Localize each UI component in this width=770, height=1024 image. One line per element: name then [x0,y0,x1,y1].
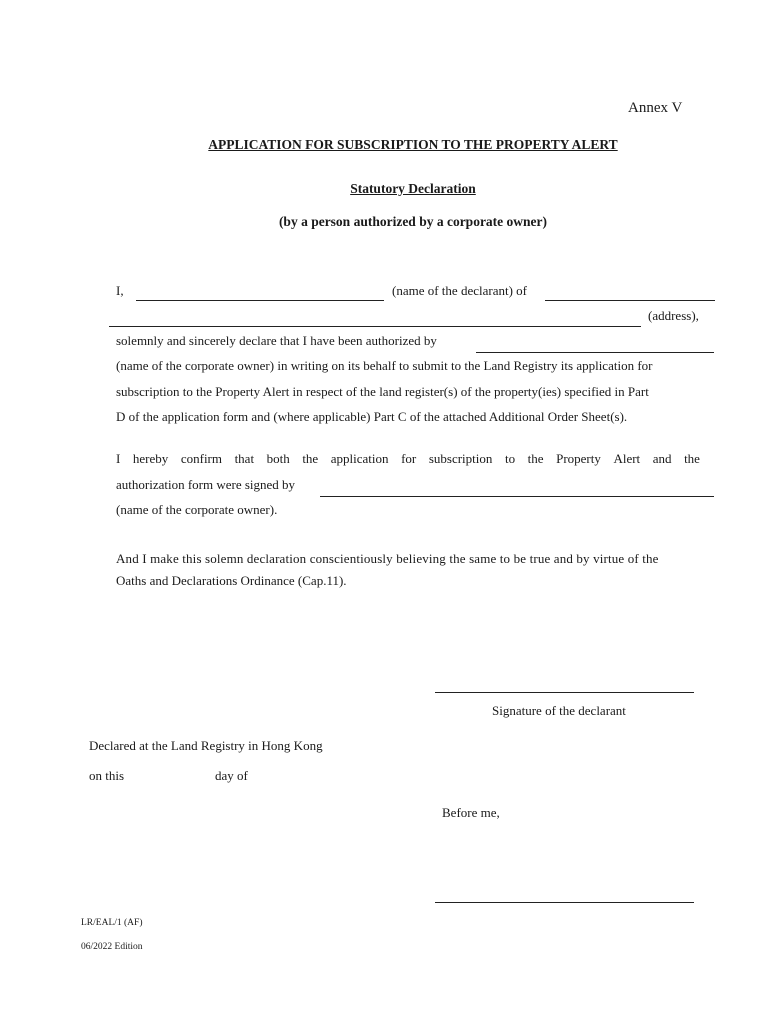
signature-label: Signature of the declarant [492,703,626,718]
signed-by-field[interactable] [320,496,714,497]
annex-label: Annex V [628,100,683,116]
declarant-address-field-2[interactable] [109,326,641,327]
corporate-owner-field[interactable] [476,352,714,353]
confirmation-statement-line1 [116,451,700,467]
word: to [504,451,516,466]
edition-label: 06/2022 Edition [81,942,143,952]
para1-line5: subscription to the Property Alert in respect of the land register(s) of the property(ies) specified in Part [116,384,649,399]
word: I [116,451,121,466]
document-subtitle-qualifier: (by a person authorized by a corporate owner) [278,214,548,229]
word: that [234,451,255,466]
declarant-pronoun: I, [116,283,124,298]
solemn-declaration-line2: Oaths and Declarations Ordinance (Cap.11). [116,573,347,588]
on-this-text: on this [89,768,125,783]
word: and [652,451,672,466]
word: subscription [428,451,493,466]
document-title: APPLICATION FOR SUBSCRIPTION TO THE PROPERTY ALERT [208,137,618,152]
corporate-owner-label: (name of the corporate owner). [116,502,278,517]
confirmation-statement-line2: authorization form were signed by [116,477,296,492]
word: hereby [132,451,169,466]
word: the [302,451,319,466]
word: confirm [180,451,222,466]
word: both [266,451,290,466]
para1-line6: D of the application form and (where applicable) Part C of the attached Additional Order Sheet(s). [116,409,628,424]
address-label: (address), [648,308,699,323]
declarant-name-label: (name of the declarant) of [392,283,527,298]
declarant-signature-line[interactable] [435,692,694,693]
form-code: LR/EAL/1 (AF) [81,918,143,928]
word: for [401,451,417,466]
word: Alert [613,451,641,466]
word: application [330,451,389,466]
para1-line4: (name of the corporate owner) in writing on its behalf to submit to the Land Registry its application for [116,358,653,373]
declarant-name-field[interactable] [136,300,384,301]
declarant-address-field-1[interactable] [545,300,715,301]
authorization-statement: solemnly and sincerely declare that I have been authorized by [116,333,437,348]
solemn-declaration-line1: And I make this solemn declaration conscientiously believing the same to be true and by virtue of the [116,551,659,566]
word: the [684,451,700,466]
document-subtitle: Statutory Declaration [350,181,476,196]
day-of-text: day of [215,768,248,783]
witness-signature-line[interactable] [435,902,694,903]
word: the [527,451,544,466]
word: Property [556,451,601,466]
before-me-text: Before me, [442,805,500,820]
declared-at-text: Declared at the Land Registry in Hong Kong [89,738,323,753]
